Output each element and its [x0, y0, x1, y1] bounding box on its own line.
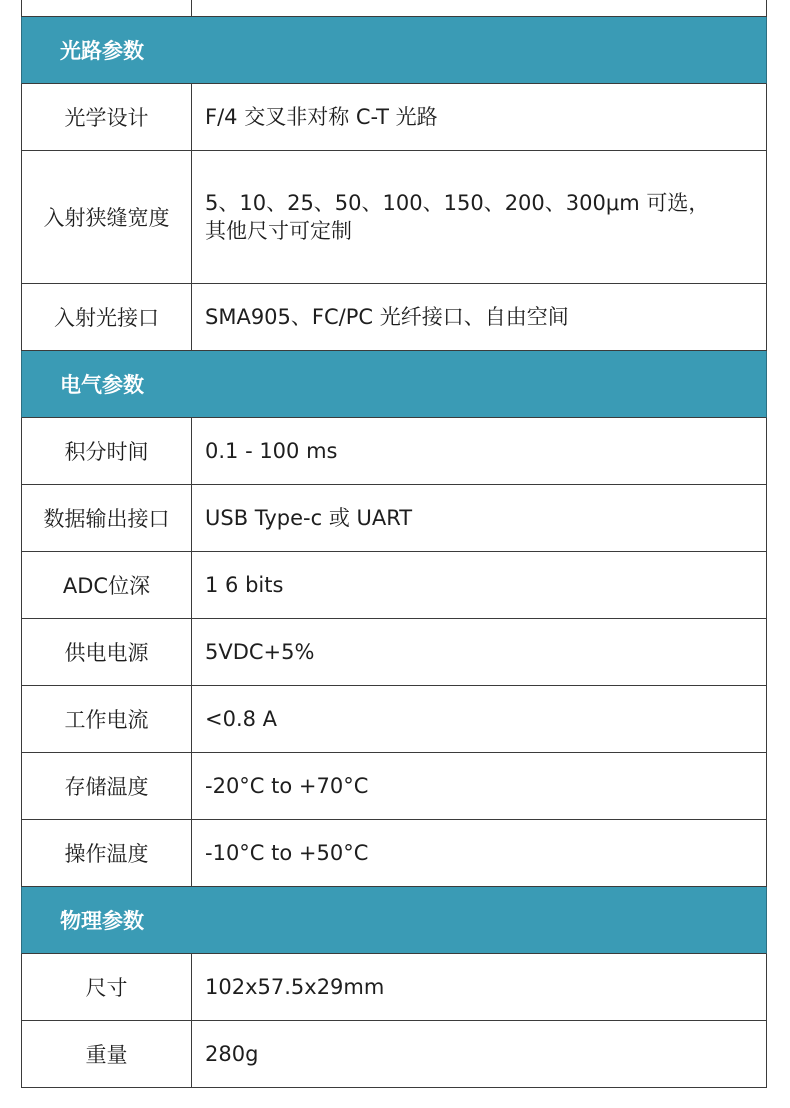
table-row-operating-temperature	[21, 820, 767, 887]
row-key: 存储温度	[22, 753, 192, 819]
row-key: 入射光接口	[22, 284, 192, 350]
table-row-power-supply	[21, 619, 767, 686]
row-value: F/4 交叉非对称 C-T 光路	[205, 105, 438, 129]
table-row-operating-current	[21, 686, 767, 753]
table-row-adc-depth	[21, 552, 767, 619]
row-key: 供电电源	[22, 619, 192, 685]
row-value: 1 6 bits	[205, 573, 284, 597]
row-value: SMA905、FC/PC 光纤接口、自由空间	[205, 305, 569, 329]
section-header-physical	[21, 887, 767, 954]
row-value: -20°C to +70°C	[205, 774, 369, 798]
table-row-storage-temperature	[21, 753, 767, 820]
table-row-weight	[21, 1021, 767, 1088]
section-header-optical	[21, 17, 767, 84]
row-key: 尺寸	[22, 954, 192, 1020]
spec-table	[21, 0, 767, 1088]
row-key	[22, 0, 192, 16]
row-value: USB Type-c 或 UART	[205, 506, 413, 530]
row-key: 积分时间	[22, 418, 192, 484]
row-key: 入射狭缝宽度	[22, 151, 192, 283]
row-value: 102x57.5x29mm	[205, 975, 385, 999]
row-key: ADC位深	[22, 552, 192, 618]
table-row-cut-off	[21, 0, 767, 17]
row-key: 工作电流	[22, 686, 192, 752]
row-value: 5、10、25、50、100、150、200、300μm 可选， 其他尺寸可定制	[205, 191, 710, 243]
row-value	[192, 0, 766, 16]
section-title: 光路参数	[60, 39, 144, 63]
section-title: 物理参数	[60, 909, 144, 933]
table-row-slit-width	[21, 151, 767, 284]
table-row-light-input	[21, 284, 767, 351]
row-key: 重量	[22, 1021, 192, 1087]
row-value: 5VDC+5%	[205, 640, 315, 664]
table-row-dimensions	[21, 954, 767, 1021]
row-key: 光学设计	[22, 84, 192, 150]
section-title: 电气参数	[60, 373, 144, 397]
row-value: <0.8 A	[205, 707, 278, 731]
table-row-data-output	[21, 485, 767, 552]
row-value: 280g	[205, 1042, 259, 1066]
row-value: -10°C to +50°C	[205, 841, 369, 865]
table-row-integration-time	[21, 418, 767, 485]
row-key: 操作温度	[22, 820, 192, 886]
table-row-optical-design	[21, 84, 767, 151]
row-value: 0.1 - 100 ms	[205, 439, 338, 463]
row-key: 数据输出接口	[22, 485, 192, 551]
section-header-electrical	[21, 351, 767, 418]
